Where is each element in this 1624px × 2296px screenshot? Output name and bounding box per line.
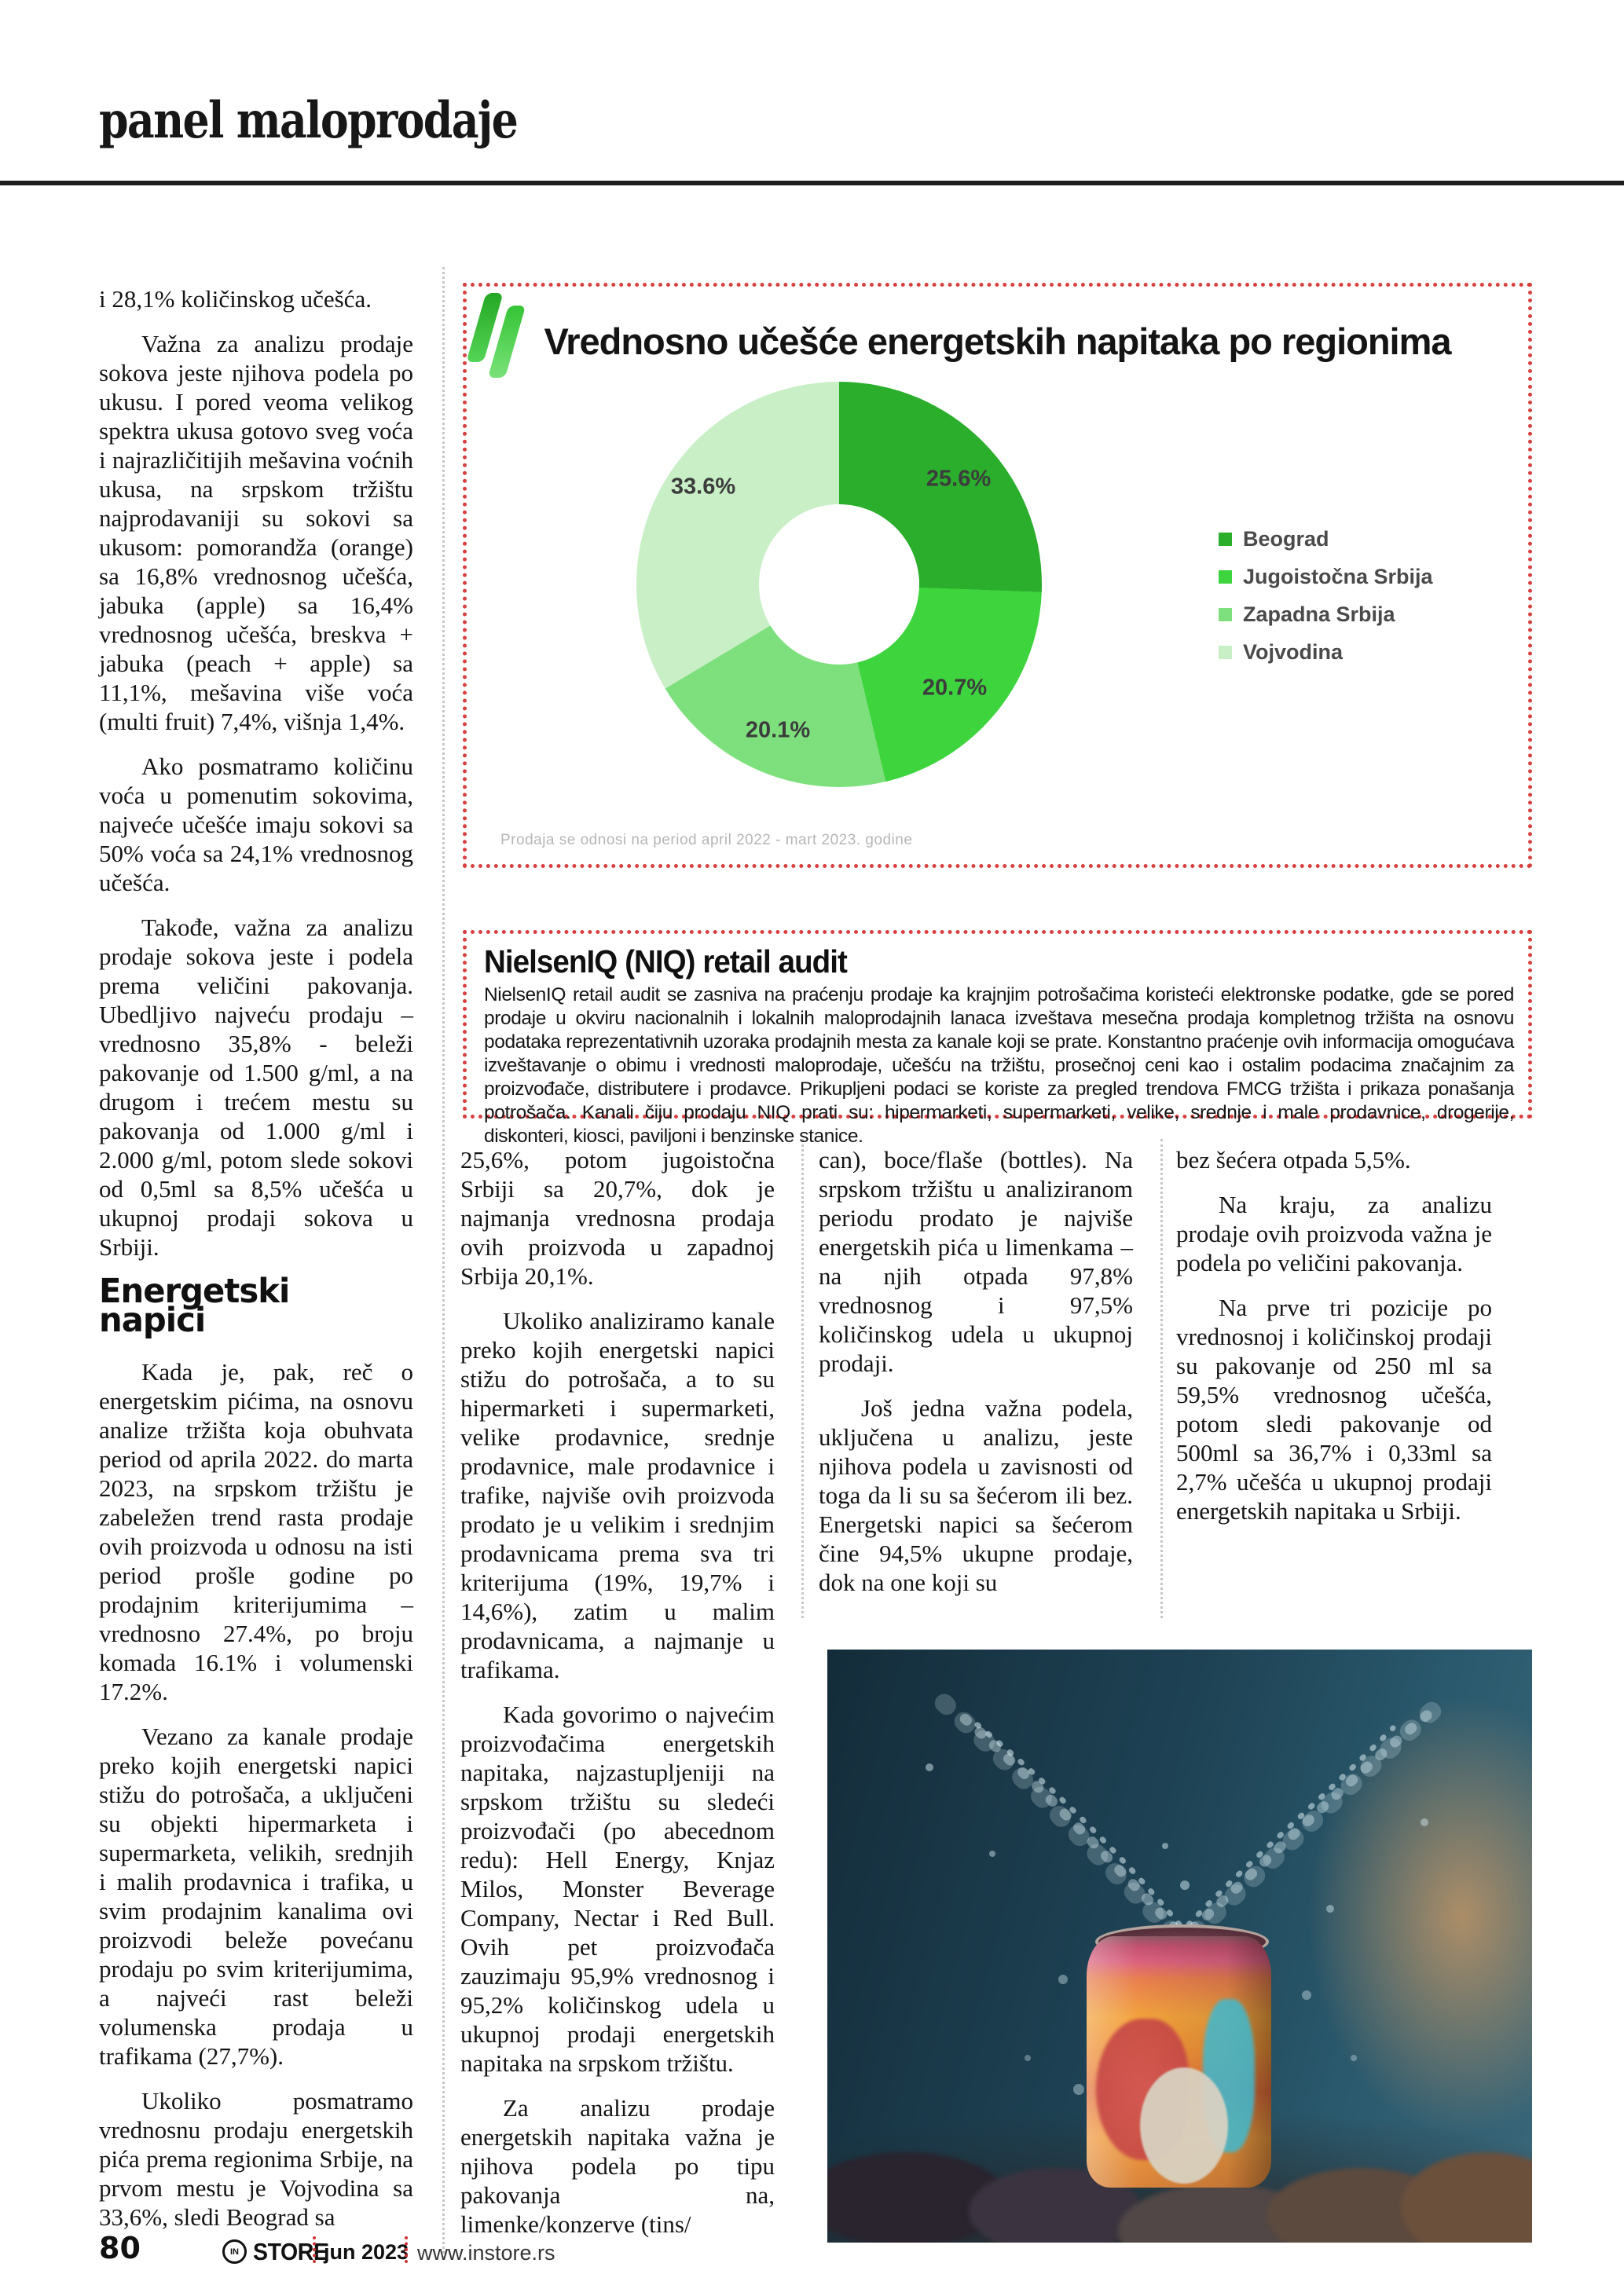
section-subhead: Energetski napici <box>99 1272 290 1340</box>
can-artwork-cream <box>1140 2067 1228 2184</box>
slice-label-vojvodina: 33.6% <box>670 474 736 500</box>
column-1a-paragraphs <box>99 284 413 1262</box>
paragraph: Vezano za kanale prodaje preko kojih energetski napici stižu do potrošača, a uključeni su objekti hipermarketa i supermarketa, velikih, srednjih i malih prodavnica i trafika, u svim prodajnim kanalima ovi proizvodi beleže povećanu prodaju po svim kriterijumima, a najveći rast beleži volumenska prodaja u trafikama (27,7%). <box>99 1723 413 2070</box>
legend-swatch-icon <box>1219 533 1232 546</box>
body-column-3 <box>819 1145 1133 1613</box>
legend-item <box>1219 520 1433 558</box>
paragraph: Ako posmatramo količinu voća u pomenutim sokovima, najveće učešće imaju sokovi sa 50% voća sa 24,1% vrednosnog učešća. <box>99 753 413 896</box>
column-3-paragraphs <box>819 1145 1133 1597</box>
chart-title: Vrednosno učešće energetskih napitaka po regionima <box>544 320 1451 362</box>
column-separator <box>442 267 445 2258</box>
page-title: panel maloprodaje <box>99 91 518 150</box>
column-2-paragraphs <box>460 1145 775 2239</box>
niq-body-text: NielsenIQ retail audit se zasniva na praćenju prodaje ka krajnjim potrošačima koristeći elektronske podatke, gde se pored prodaje u okviru nacionalnih i lokalnih maloprodajnih lanaca izveštava mesečna prodaja kompletnog tržišta na osnovu podataka reprezentativnih uzoraka prodajnih mesta za kanale koji se prate. Konstantno praćenje ovih informacija omogućava izveštavanje o obimu i vrednosti maloprodaje, učešću na tržištu, prosečnoj ceni kao i ostalim podacima značajnim za proizvođače, distributere i prodavce. Prikupljeni podaci se koriste za pregled trendova FMCG tržišta i prikaza ponašanja potrošača. Kanali čiju prodaju NIQ prati su: hipermarketi, supermarketi, velike, srednje i male prodavnice, drogerije, diskonteri, kiosci, paviljoni i benzinske stanice. <box>484 984 1514 1147</box>
slice-label-jugoistocna: 20.7% <box>922 675 988 701</box>
website-url: www.instore.rs <box>417 2241 555 2265</box>
legend-swatch-icon <box>1219 608 1232 621</box>
instore-logo-icon: IN <box>222 2239 247 2264</box>
legend-label: Jugoistočna Srbija <box>1243 564 1433 588</box>
donut-hole <box>759 504 919 665</box>
slice-label-beograd: 25.6% <box>926 466 992 492</box>
paragraph: Još jedna važna podela, uključena u analizu, jeste njihova podela u zavisnosti od toga da li su sa šećerom ili bez. Energetski napici sa šećerom čine 94,5% ukupne prodaje, dok na one koji su <box>819 1394 1133 1596</box>
body-column-1 <box>99 284 413 2247</box>
body-column-4 <box>1176 1145 1492 1541</box>
paragraph: Važna za analizu prodaje sokova jeste njihova podela po ukusu. I pored veoma velikog spektra ukusa gotovo sveg voća i najrazličitijih mešavina voćnih ukusa, na srpskom tržištu najprodavaniji su sokovi sa ukusom: pomorandža (orange) sa 16,8% vrednosnog učešća, jabuka (apple) sa 16,4% vrednosnog učešća, breskva + jabuka (peach + apple) sa 11,1%, mešavina više voća (multi fruit) 7,4%, višnja 1,4%. <box>99 330 413 735</box>
donut-chart <box>636 382 1042 787</box>
paragraph: Ukoliko posmatramo vrednosnu prodaju energetskih pića prema regionima Srbije, na prvom mestu je Vojvodina sa 33,6%, sledi Beograd sa <box>99 2087 413 2231</box>
paragraph: Kada govorimo o najvećim proizvođačima energetskih napitaka, najzastupljeniji na srpskom tržištu su sledeći proizvođači (po abecednom redu): Hell Energy, Knjaz Milos, Monster Beverage Company, Nectar i Red Bull. Ovih pet proizvođača zauzimaju 95,9% vrednosnog i 95,2% količinskog udela u ukupnoj prodaji energetskih napitaka na srpskom tržištu. <box>460 1701 775 2077</box>
issue-date: jun 2023 <box>324 2240 409 2264</box>
slice-label-zapadna: 20.1% <box>745 717 811 743</box>
paragraph: 25,6%, potom jugoistočna Srbiji sa 20,7%, dok je najmanja vrednosna prodaja ovih proizvoda u zapadnoj Srbija 20,1%. <box>460 1146 775 1290</box>
paragraph: Takođe, važna za analizu prodaje sokova jeste i podela prema veličini pakovanja. Ubedljivo najveću prodaju – vrednosno 35,8% - beleži pakovanje od 1.500 g/ml, a na drugom i trećem mestu su pakovanja od 1.000 g/ml i 2.000 g/ml, potom slede sokovi od 0,5ml sa 8,5% učešća u ukupnoj prodaji sokova u Srbiji. <box>99 914 413 1261</box>
legend-label: Vojvodina <box>1243 639 1344 664</box>
niq-info-panel <box>463 930 1532 1147</box>
header-rule <box>0 181 1624 185</box>
footer-separator <box>405 2236 408 2263</box>
chart-panel <box>463 283 1532 868</box>
legend-swatch-icon <box>1219 646 1232 659</box>
body-column-2 <box>460 1145 775 2254</box>
chart-legend <box>1219 520 1433 671</box>
legend-item <box>1219 633 1433 671</box>
paragraph: i 28,1% količinskog učešća. <box>99 285 372 313</box>
niq-title: NielsenIQ (NIQ) retail audit <box>484 943 847 980</box>
paragraph: can), boce/flaše (bottles). Na srpskom tržištu u analiziranom periodu prodato je najviše energetskih pića u limenkama – na njih otpada 97,8% vrednosnog i 97,5% količinskog udela u ukupnoj prodaji. <box>819 1146 1133 1377</box>
paragraph: Na prve tri pozicije po vrednosnoj i količinskoj prodaji su pakovanje od 250 ml sa 59,5% vrednosnog učešća, potom sledi pakovanje od 500ml sa 36,7% i 0,33ml sa 2,7% učešća u ukupnoj prodaji energetskih napitaka u Srbiji. <box>1176 1294 1492 1525</box>
chart-source-note: Prodaja se odnosi na period april 2022 - mart 2023. godine <box>500 832 913 848</box>
brand-name: STORE <box>253 2238 328 2265</box>
paragraph: Za analizu prodaje energetskih napitaka važna je njihova podela po tipu pakovanja na, limenke/konzerve (tins/ <box>460 2094 775 2238</box>
paragraph: bez šećera otpada 5,5%. <box>1176 1146 1411 1174</box>
paragraph: Ukoliko analiziramo kanale preko kojih energetski napici stižu do potrošača, a to su hipermarketi i supermarketi, velike prodavnice, srednje prodavnice, male prodavnice i trafike, najviše ovih proizvoda prodato je u velikim i srednjim prodavnicama prema sva tri kriterijuma (19%, 19,7% i 14,6%), zatim u malim prodavnicama, a najmanje u trafikama. <box>460 1307 775 1683</box>
legend-label: Zapadna Srbija <box>1243 602 1395 626</box>
legend-label: Beograd <box>1243 526 1329 551</box>
legend-item <box>1219 595 1433 633</box>
column-separator <box>801 1139 804 1618</box>
paragraph: Kada je, pak, reč o energetskim pićima, na osnovu analize tržišta koja obuhvata period od aprila 2022. do marta 2023, na srpskom tržištu je zabeležen trend rasta prodaje ovih proizvoda u odnosu na isti period prošle godine po prodajnim kriterijumima – vrednosno 27.4%, po broju komada 16.1% i volumenski 17.2%. <box>99 1358 413 1705</box>
column-4-paragraphs <box>1176 1145 1492 1525</box>
footer-separator <box>313 2236 316 2263</box>
column-1b-paragraphs <box>99 1357 413 2232</box>
page-number: 80 <box>99 2231 141 2265</box>
column-separator <box>1160 1139 1163 1618</box>
legend-item <box>1219 558 1433 595</box>
legend-swatch-icon <box>1219 570 1232 584</box>
energy-drink-photo <box>827 1650 1532 2243</box>
paragraph: Na kraju, za analizu prodaje ovih proizvoda važna je podela po veličini pakovanja. <box>1176 1191 1492 1276</box>
